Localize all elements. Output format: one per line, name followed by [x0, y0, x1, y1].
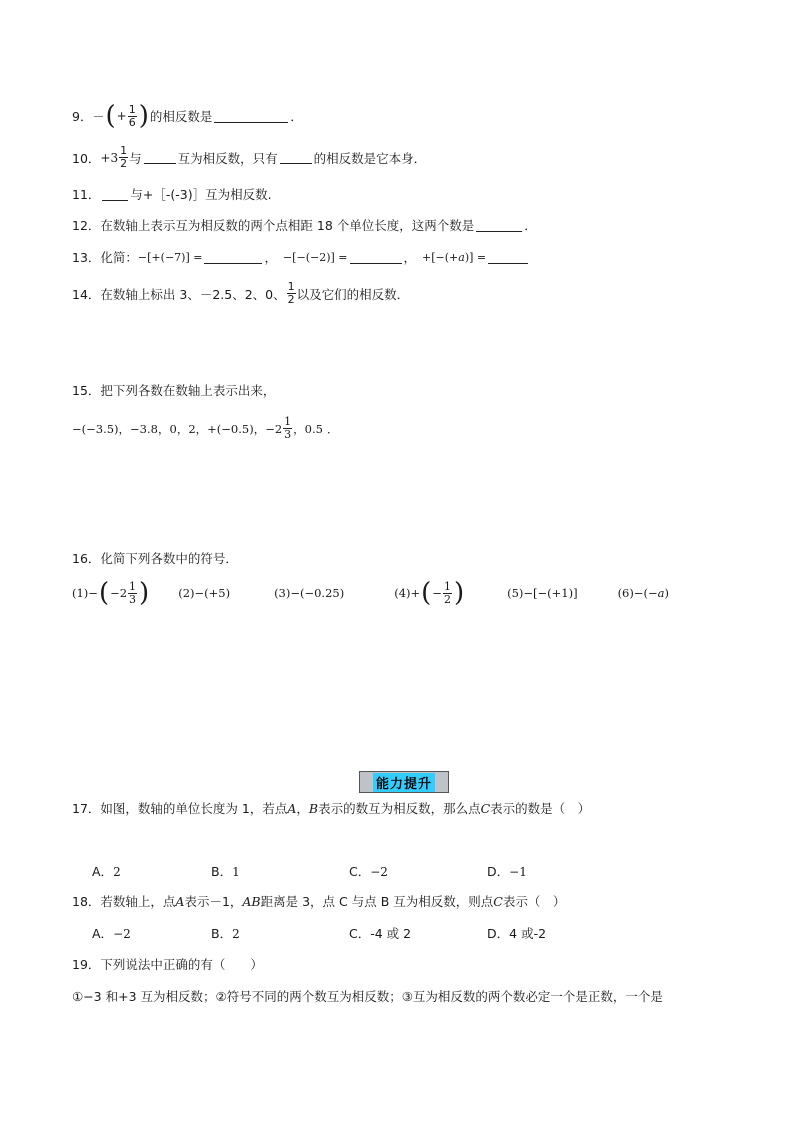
- math-expression: 0: [169, 421, 177, 436]
- question-text: 表示－1，: [184, 894, 243, 909]
- fraction-numerator: 1: [443, 579, 451, 593]
- option-value: 2: [232, 927, 240, 941]
- question-16-items: [72, 580, 669, 606]
- item-4: [394, 580, 465, 606]
- question-text: 若数轴上，点: [100, 894, 176, 909]
- math-number: +3: [100, 150, 119, 165]
- option-d[interactable]: [487, 924, 546, 942]
- fraction-numerator: 1: [284, 415, 292, 428]
- math-sign: −: [432, 586, 442, 600]
- point-label: A: [175, 893, 185, 909]
- math-expression: −[−(−2)] =: [282, 250, 348, 264]
- question-text: 在数轴上表示互为相反数的两个点相距 18 个单位长度，这两个数是: [100, 218, 475, 233]
- point-label: C: [493, 893, 503, 909]
- question-text: 与: [129, 150, 142, 166]
- question-text: ．: [524, 218, 537, 233]
- math-sign: +: [410, 586, 421, 600]
- question-18: [72, 892, 565, 910]
- question-text: 表示的数是（ ）: [490, 801, 591, 816]
- separator: ，: [157, 421, 170, 436]
- fraction: [443, 581, 452, 606]
- math-sign: －: [92, 109, 105, 124]
- math-expression: (6)−(−: [617, 586, 658, 600]
- separator: ，: [296, 801, 309, 816]
- segment-label: AB: [242, 893, 261, 909]
- question-13: [72, 248, 530, 266]
- math-expression: −3.8: [130, 421, 158, 436]
- left-paren: (: [421, 578, 432, 608]
- question-16: [72, 549, 238, 567]
- item-5: (5)−[−(+1)]: [507, 586, 578, 600]
- answer-blank[interactable]: [214, 110, 288, 123]
- question-14: [72, 281, 409, 306]
- separator: ，: [253, 421, 266, 436]
- answer-blank[interactable]: [144, 151, 176, 164]
- question-number: 10．: [72, 150, 101, 166]
- option-label: A．: [92, 926, 114, 941]
- question-10: [72, 145, 426, 170]
- separator: ，: [195, 421, 208, 436]
- item-3: (3)−(−0.25): [274, 586, 345, 600]
- option-label: C．: [349, 864, 371, 879]
- math-expression: +(−0.5): [207, 421, 254, 436]
- point-label: C: [480, 800, 491, 816]
- separator: ，: [293, 421, 305, 436]
- answer-blank[interactable]: [488, 251, 528, 264]
- math-sign: −: [88, 586, 98, 600]
- question-text: 表示（ ）: [502, 894, 566, 909]
- question-number: 9．: [72, 109, 93, 124]
- question-text: ．: [326, 421, 339, 436]
- option-value: −2: [113, 927, 131, 941]
- question-number: 14．: [72, 286, 101, 302]
- question-number: 15．: [72, 383, 101, 398]
- question-text: 距离是 3，点 C 与点 B 互为相反数，则点: [260, 894, 494, 909]
- option-value: 1: [232, 865, 240, 879]
- answer-blank[interactable]: [280, 151, 312, 164]
- question-text: 下列说法中正确的有（ ）: [100, 957, 263, 972]
- option-b[interactable]: [211, 862, 240, 880]
- question-11: [72, 185, 272, 203]
- question-text: 的相反数是: [149, 109, 213, 124]
- option-value: 2: [113, 865, 121, 879]
- option-b[interactable]: [211, 924, 240, 942]
- question-number: 13．: [72, 250, 101, 265]
- math-expression: −[+(−7)] =: [137, 250, 203, 264]
- section-heading: [359, 771, 449, 793]
- question-19-statements: [72, 987, 663, 1005]
- question-text: 把下列各数在数轴上表示出来，: [100, 383, 276, 398]
- option-label: B．: [211, 864, 233, 879]
- fraction-denominator: 2: [287, 293, 295, 306]
- question-text: 的相反数是它本身．: [313, 150, 427, 166]
- answer-blank[interactable]: [476, 219, 522, 232]
- option-label: B．: [211, 926, 233, 941]
- fraction-denominator: 3: [284, 428, 292, 441]
- question-number: 16．: [72, 551, 101, 566]
- math-expression: 0.5: [304, 421, 323, 436]
- question-text: 化简：: [100, 250, 138, 265]
- fraction-denominator: 6: [128, 115, 136, 129]
- math-variable: a: [657, 586, 665, 600]
- fraction: [128, 104, 137, 129]
- mixed-number-whole: −2: [265, 421, 283, 436]
- fraction: [287, 281, 296, 306]
- item-2: (2)−(+5): [178, 586, 231, 600]
- item-label: (1): [72, 586, 89, 600]
- question-text: 在数轴上标出 3、－2.5、2、0、: [100, 286, 286, 302]
- option-value: -4 或 2: [370, 926, 412, 941]
- fraction: [283, 416, 292, 441]
- right-paren: ): [139, 578, 150, 608]
- question-15: [72, 381, 275, 399]
- question-text: 互为相反数，只有: [177, 150, 278, 166]
- separator: ，: [118, 421, 131, 436]
- item-1: [72, 580, 150, 606]
- option-label: C．: [349, 926, 371, 941]
- math-expression: +[−(+: [422, 250, 459, 264]
- math-expression: −(−3.5): [72, 421, 119, 436]
- question-17: [72, 799, 590, 817]
- fraction-numerator: 1: [120, 144, 128, 157]
- question-text: 与+［-(-3)］互为相反数.: [130, 187, 272, 202]
- section-title: 能力提升: [373, 773, 435, 792]
- question-text: ①−3 和+3 互为相反数；②符号不同的两个数互为相反数；③互为相反数的两个数必定一个是正数，一个是: [72, 989, 663, 1004]
- option-c[interactable]: [349, 862, 388, 880]
- option-value: −1: [509, 865, 527, 879]
- separator: ，: [403, 250, 417, 265]
- math-variable: a: [458, 250, 465, 264]
- fraction: [119, 145, 128, 170]
- question-number: 12．: [72, 218, 101, 233]
- math-expression: )] =: [464, 250, 487, 264]
- item-label: (4): [394, 586, 411, 600]
- mixed-number-whole: −2: [110, 586, 128, 600]
- right-paren: ): [138, 101, 149, 131]
- math-expression: 2: [188, 421, 196, 436]
- fraction-denominator: 3: [129, 592, 137, 606]
- option-value: 4 或-2: [509, 926, 547, 941]
- question-number: 11．: [72, 187, 101, 202]
- fraction-numerator: 1: [287, 280, 295, 293]
- option-label: D．: [487, 926, 510, 941]
- question-text: 化简下列各数中的符号．: [100, 551, 238, 566]
- question-12: [72, 216, 537, 234]
- question-9: [72, 103, 303, 129]
- answer-blank[interactable]: [102, 188, 128, 201]
- separator: ，: [264, 250, 277, 265]
- point-label: A: [287, 800, 297, 816]
- option-a[interactable]: [92, 924, 131, 942]
- right-paren: ): [453, 578, 465, 608]
- fraction-numerator: 1: [128, 102, 136, 116]
- fraction-numerator: 1: [129, 579, 137, 593]
- option-d[interactable]: [487, 862, 527, 880]
- question-number: 18．: [72, 894, 101, 909]
- question-number: 17．: [72, 801, 101, 816]
- left-paren: (: [105, 101, 116, 131]
- option-a[interactable]: [92, 862, 121, 880]
- answer-blank[interactable]: [204, 251, 262, 264]
- option-value: −2: [370, 865, 388, 879]
- question-19: [72, 955, 263, 973]
- left-paren: (: [98, 578, 110, 608]
- question-text: 如图，数轴的单位长度为 1，若点: [100, 801, 288, 816]
- option-label: D．: [487, 864, 510, 879]
- fraction-denominator: 2: [120, 157, 128, 170]
- option-label: A．: [92, 864, 114, 879]
- separator: ，: [176, 421, 189, 436]
- item-6: [618, 586, 669, 600]
- question-text: 以及它们的相反数．: [296, 286, 410, 302]
- point-label: B: [308, 800, 319, 816]
- question-text: ．: [290, 109, 303, 124]
- option-c[interactable]: [349, 924, 411, 942]
- question-number: 19．: [72, 957, 101, 972]
- math-expression: ): [664, 586, 669, 600]
- math-sign: +: [116, 109, 127, 123]
- mixed-number: [265, 416, 293, 441]
- fraction-denominator: 2: [443, 592, 451, 606]
- answer-blank[interactable]: [350, 251, 402, 264]
- question-text: 表示的数互为相反数，那么点: [318, 801, 481, 816]
- fraction: [128, 581, 137, 606]
- question-15-numbers: [72, 416, 338, 441]
